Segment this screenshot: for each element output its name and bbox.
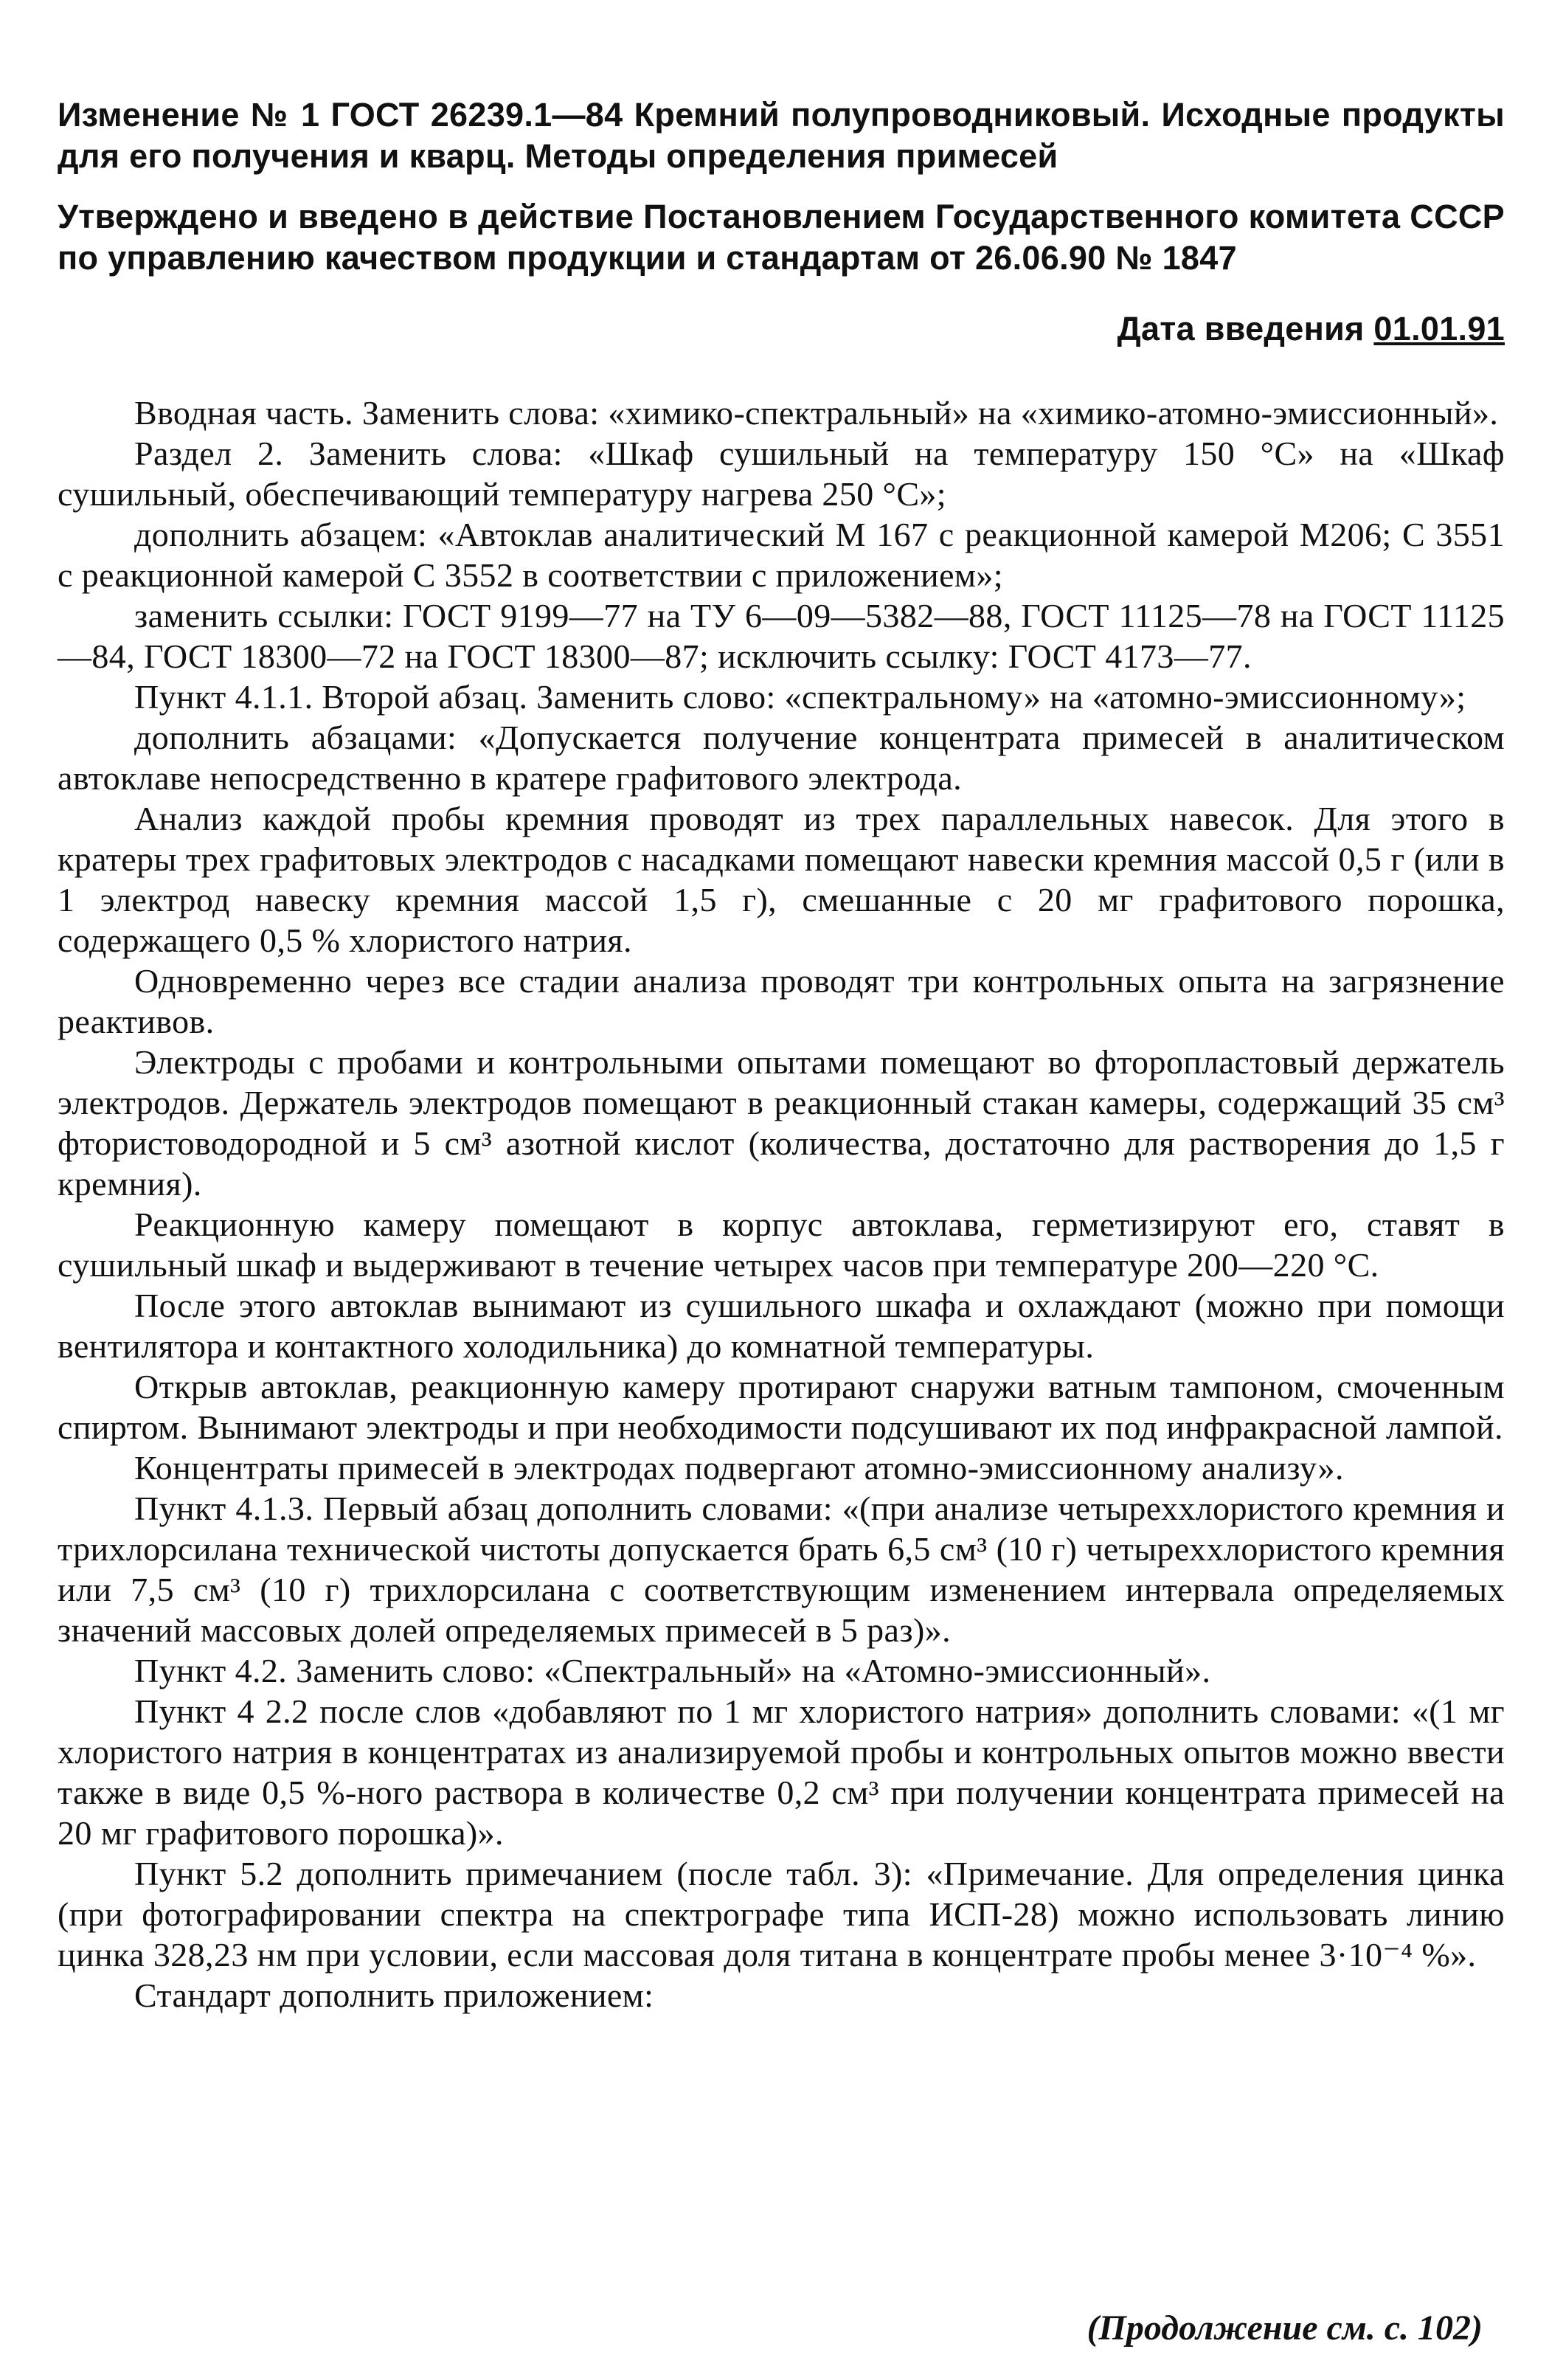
paragraph: Открыв автоклав, реакционную камеру протирают снаружи ватным тампоном, смоченным спиртом. Вынимают электроды и при необходимости подсушивают их под инфракрасной лампой.	[58, 1368, 1505, 1446]
paragraph: После этого автоклав вынимают из сушильного шкафа и охлаждают (можно при помощи вентилятора и контактного холодильника) до комнатной температуры.	[58, 1287, 1505, 1365]
paragraph: Пункт 4.2. Заменить слово: «Спектральный» на «Атомно-эмиссионный».	[134, 1652, 1211, 1689]
amendment-title: Изменение № 1 ГОСТ 26239.1—84 Кремний полупроводниковый. Исходные продукты для его получения и кварц. Методы определения примесей	[58, 96, 1505, 175]
paragraph: Реакционную камеру помещают в корпус автоклава, герметизируют его, ставят в сушильный шкаф и выдерживают в течение четырех часов при температуре 200—220 °С.	[58, 1205, 1505, 1284]
paragraph: дополнить абзацами: «Допускается получение концентрата примесей в аналитическом автоклаве непосредственно в кратере графитового электрода.	[58, 719, 1505, 797]
paragraph: Пункт 4 2.2 после слов «добавляют по 1 мг хлористого натрия» дополнить словами: «(1 мг хлористого натрия в концентратах из анализируемой пробы и контрольных опытов можно ввести также в виде 0,5 %-ного раствора в количестве 0,2 см³ при получении концентрата примесей на 20 мг графитового порошка)».	[58, 1692, 1505, 1852]
paragraph: Пункт 4.1.1. Второй абзац. Заменить слово: «спектральному» на «атомно-эмиссионному»;	[134, 678, 1466, 716]
paragraph: Пункт 4.1.3. Первый абзац дополнить словами: «(при анализе четыреххлористого кремния и трихлорсилана технической чистоты допускается брать 6,5 см³ (10 г) четыреххлористого кремния или 7,5 см³ (10 г) трихлорсилана с соответствующим изменением интервала определяемых значений массовых долей определяемых примесей в 5 раз)».	[58, 1490, 1505, 1649]
paragraph: дополнить абзацем: «Автоклав аналитический М 167 с реакционной камерой М206; С 3551 с реакционной камерой С 3552 в соответствии с приложением»;	[58, 516, 1505, 594]
continuation-note: (Продолжение см. с. 102)	[1087, 2308, 1483, 2348]
paragraph: Вводная часть. Заменить слова: «химико-спектральный» на «химико-атомно-эмиссионный».	[134, 394, 1499, 432]
effective-date-label: Дата введения	[1117, 310, 1365, 347]
document-header	[58, 94, 1505, 350]
paragraph: заменить ссылки: ГОСТ 9199—77 на ТУ 6—09—5382—88, ГОСТ 11125—78 на ГОСТ 11125—84, ГОСТ 18300—72 на ГОСТ 18300—87; исключить ссылку: ГОСТ 4173—77.	[58, 597, 1505, 675]
paragraph: Раздел 2. Заменить слова: «Шкаф сушильный на температуру 150 °С» на «Шкаф сушильный, обеспечивающий температуру нагрева 250 °С»;	[58, 435, 1505, 513]
effective-date-value: 01.01.91	[1373, 310, 1505, 347]
paragraph: Анализ каждой пробы кремния проводят из трех параллельных навесок. Для этого в кратеры трех графитовых электродов с насадками помещают навески кремния массой 0,5 г (или в 1 электрод навеску кремния массой 1,5 г), смешанные с 20 мг графитового порошка, содержащего 0,5 % хлористого натрия.	[58, 800, 1505, 959]
document-body	[58, 392, 1505, 2016]
paragraph: Пункт 5.2 дополнить примечанием (после табл. 3): «Примечание. Для определения цинка (при фотографировании спектра на спектрографе типа ИСП-28) можно использовать линию цинка 328,23 нм при условии, если массовая доля титана в концентрате пробы менее 3·10⁻⁴ %».	[58, 1855, 1505, 1973]
effective-date	[58, 308, 1505, 350]
paragraph: Стандарт дополнить приложением:	[134, 1976, 654, 2014]
paragraph: Электроды с пробами и контрольными опытами помещают во фторопластовый держатель электродов. Держатель электродов помещают в реакционный стакан камеры, содержащий 35 см³ фтористоводородной и 5 см³ азотной кислот (количества, достаточно для растворения до 1,5 г кремния).	[58, 1043, 1505, 1203]
paragraph: Одновременно через все стадии анализа проводят три контрольных опыта на загрязнение реактивов.	[58, 962, 1505, 1040]
approval-statement: Утверждено и введено в действие Постановлением Государственного комитета СССР по управлению качеством продукции и стандартам от 26.06.90 № 1847	[58, 198, 1505, 277]
paragraph: Концентраты примесей в электродах подвергают атомно-эмиссионному анализу».	[134, 1449, 1344, 1487]
